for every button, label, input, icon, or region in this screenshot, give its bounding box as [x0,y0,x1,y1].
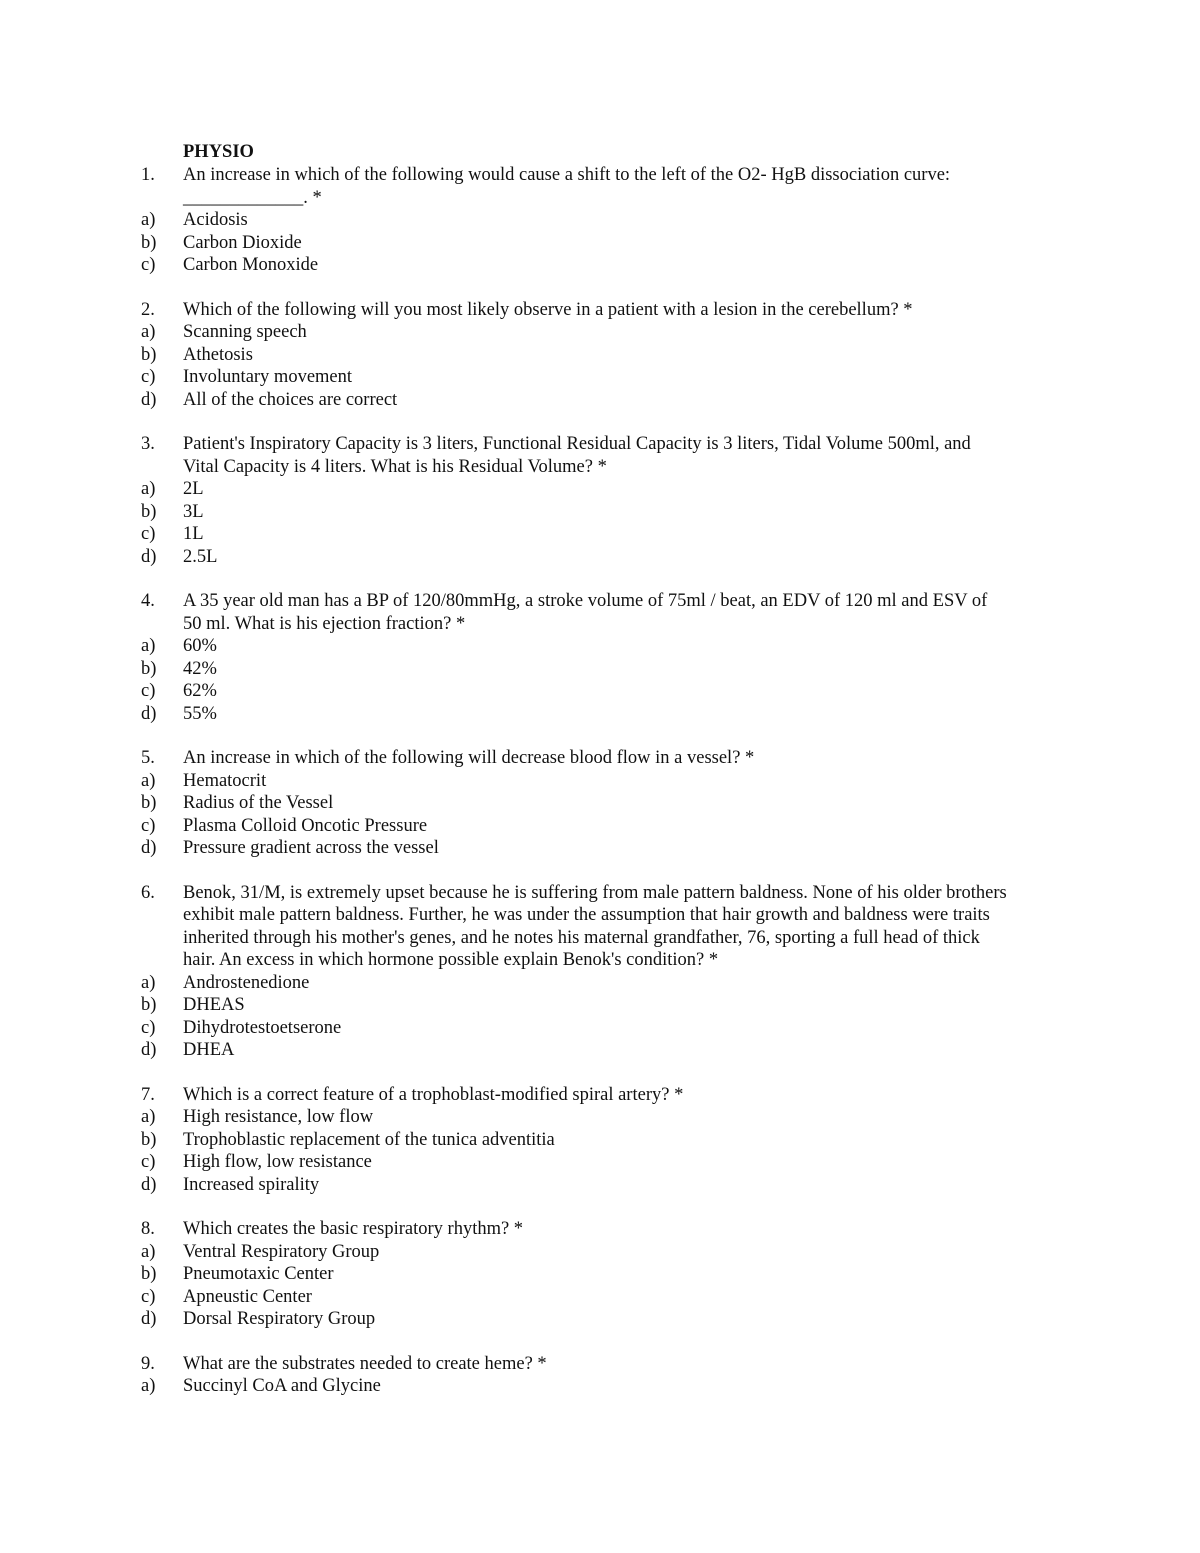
choice-item [141,972,1071,995]
choice-item [141,1375,1071,1398]
choice-item [141,232,1071,255]
choice-item [141,1308,1071,1331]
choice-letter: d) [141,1309,157,1329]
choice-letter: a) [141,210,156,230]
choice-text: High flow, low resistance [183,1152,372,1172]
question-number: 1. [141,165,155,185]
choice-item [141,792,1071,815]
choice-text: Androstenedione [183,972,310,993]
choice-text: Increased spirality [183,1174,320,1195]
choice-text: Dorsal Respiratory Group [183,1309,376,1329]
choice-letter: b) [141,793,157,813]
question-3 [141,433,1071,568]
choice-letter: b) [141,501,157,522]
choice-letter: c) [141,367,156,387]
choice-letter: c) [141,1152,156,1172]
question-text: 50 ml. What is his ejection fraction? * [183,613,466,634]
choice-text: 62% [183,681,217,701]
choice-letter: d) [141,389,157,410]
question-1 [141,164,1071,277]
question-text-line [141,882,1071,905]
question-number: 9. [141,1353,155,1374]
question-text-line [141,590,1071,613]
question-6 [141,882,1071,1062]
choice-letter: b) [141,1129,157,1150]
choice-text: All of the choices are correct [183,389,398,410]
choice-text: Carbon Monoxide [183,255,319,275]
choice-letter: d) [141,546,157,567]
question-8 [141,1218,1071,1331]
choice-item [141,815,1071,838]
choice-item [141,1039,1071,1062]
choice-text: Scanning speech [183,322,307,342]
question-text-line [141,164,1071,187]
question-text: _____________. * [183,187,322,208]
question-2 [141,299,1071,412]
question-number [141,187,183,210]
choice-letter: d) [141,703,157,724]
question-text-line [141,613,1071,636]
question-7 [141,1084,1071,1197]
choice-text: Apneustic Center [183,1286,312,1307]
question-text: Which creates the basic respiratory rhythm? * [183,1219,524,1239]
question-text-line [141,747,1071,770]
choice-item [141,321,1071,344]
choice-text: 42% [183,658,217,679]
choice-item [141,680,1071,703]
choice-item [141,478,1071,501]
choice-letter: c) [141,255,156,275]
choice-item [141,389,1071,412]
choice-text: Plasma Colloid Oncotic Pressure [183,815,428,836]
question-number [141,927,183,950]
choice-item [141,994,1071,1017]
choice-text: Trophoblastic replacement of the tunica adventitia [183,1129,555,1150]
choice-letter: b) [141,658,157,679]
choice-item [141,501,1071,524]
document-page [141,141,1071,1420]
choice-letter: d) [141,838,157,858]
question-text-line [141,904,1071,927]
choice-item [141,344,1071,367]
question-text: An increase in which of the following would cause a shift to the left of the O2- HgB dissociation curve: [183,165,951,185]
choice-text: High resistance, low flow [183,1107,374,1127]
question-9 [141,1353,1071,1398]
question-text: Which of the following will you most likely observe in a patient with a lesion in the cerebellum? * [183,299,913,320]
choice-item [141,1017,1071,1040]
choice-item [141,1174,1071,1197]
question-text: An increase in which of the following will decrease blood flow in a vessel? * [183,748,755,768]
question-text: hair. An excess in which hormone possible explain Benok's condition? * [183,950,719,970]
choice-text: Involuntary movement [183,367,353,387]
choice-letter: a) [141,479,156,499]
choice-text: Pneumotaxic Center [183,1264,334,1284]
question-text-line [141,187,1071,210]
choice-item [141,366,1071,389]
choice-letter: a) [141,972,156,993]
choice-letter: b) [141,995,157,1015]
question-text: Vital Capacity is 4 liters. What is his Residual Volume? * [183,456,607,477]
choice-letter: b) [141,232,157,253]
choice-item [141,770,1071,793]
question-number: 4. [141,591,155,611]
choice-item [141,1241,1071,1264]
choice-item [141,254,1071,277]
question-text: Benok, 31/M, is extremely upset because he is suffering from male pattern baldness. None of his older brothers [183,882,1007,903]
choice-letter: a) [141,1107,156,1127]
question-text-line [141,927,1071,950]
question-number: 7. [141,1084,155,1105]
choice-letter: b) [141,344,157,365]
choice-item [141,523,1071,546]
question-number [141,904,183,927]
choice-text: Acidosis [183,210,248,230]
question-text: Which is a correct feature of a trophoblast-modified spiral artery? * [183,1084,684,1105]
choice-text: Hematocrit [183,770,267,791]
question-text-line [141,1218,1071,1241]
choice-item [141,1129,1071,1152]
question-number [141,949,183,972]
choice-item [141,635,1071,658]
choice-text: 1L [183,524,204,544]
choice-item [141,837,1071,860]
choice-letter: a) [141,1376,156,1396]
choice-letter: c) [141,1286,156,1307]
choice-letter: d) [141,1174,157,1195]
choice-text: Ventral Respiratory Group [183,1241,380,1262]
question-text: exhibit male pattern baldness. Further, he was under the assumption that hair growth and baldness were traits [183,905,990,925]
choice-text: DHEA [183,1040,235,1060]
choice-text: Athetosis [183,344,253,365]
question-number: 5. [141,748,155,768]
choice-text: 2L [183,479,204,499]
choice-letter: d) [141,1040,157,1060]
choice-item [141,1106,1071,1129]
choice-item [141,546,1071,569]
choice-letter: a) [141,1241,156,1262]
choice-text: 55% [183,703,217,724]
question-text-line [141,299,1071,322]
question-text-line [141,1353,1071,1376]
choice-item [141,209,1071,232]
choice-text: Carbon Dioxide [183,232,302,253]
choice-letter: a) [141,636,156,656]
choice-letter: a) [141,322,156,342]
choice-text: 2.5L [183,546,218,567]
choice-text: 3L [183,501,204,522]
question-text-line [141,949,1071,972]
question-number [141,456,183,479]
choice-letter: c) [141,815,156,836]
choice-text: 60% [183,636,217,656]
question-text: What are the substrates needed to create heme? * [183,1353,547,1374]
choice-item [141,658,1071,681]
choice-letter: c) [141,524,156,544]
question-text: A 35 year old man has a BP of 120/80mmHg, a stroke volume of 75ml / beat, an EDV of 120 ml and ESV of [183,591,988,611]
question-number: 2. [141,299,155,320]
question-list [141,164,1071,1398]
choice-text: Pressure gradient across the vessel [183,838,439,858]
choice-letter: c) [141,681,156,701]
page-title: PHYSIO [183,142,254,162]
choice-text: Radius of the Vessel [183,793,334,813]
choice-item [141,1286,1071,1309]
choice-text: Dihydrotestoetserone [183,1017,342,1038]
choice-text: DHEAS [183,995,245,1015]
question-text: inherited through his mother's genes, and he notes his maternal grandfather, 76, sporting a full head of thick [183,927,980,948]
choice-letter: a) [141,770,156,791]
question-text-line [141,1084,1071,1107]
question-number: 3. [141,434,155,454]
choice-item [141,703,1071,726]
question-text-line [141,456,1071,479]
question-number: 8. [141,1219,155,1239]
question-text-line [141,433,1071,456]
choice-letter: b) [141,1264,157,1284]
question-5 [141,747,1071,860]
question-text: Patient's Inspiratory Capacity is 3 liters, Functional Residual Capacity is 3 liters, Tidal Volume 500ml, and [183,434,971,454]
choice-item [141,1263,1071,1286]
choice-text: Succinyl CoA and Glycine [183,1376,381,1396]
question-number: 6. [141,882,155,903]
choice-letter: c) [141,1017,156,1038]
question-number [141,613,183,636]
question-4 [141,590,1071,725]
choice-item [141,1151,1071,1174]
